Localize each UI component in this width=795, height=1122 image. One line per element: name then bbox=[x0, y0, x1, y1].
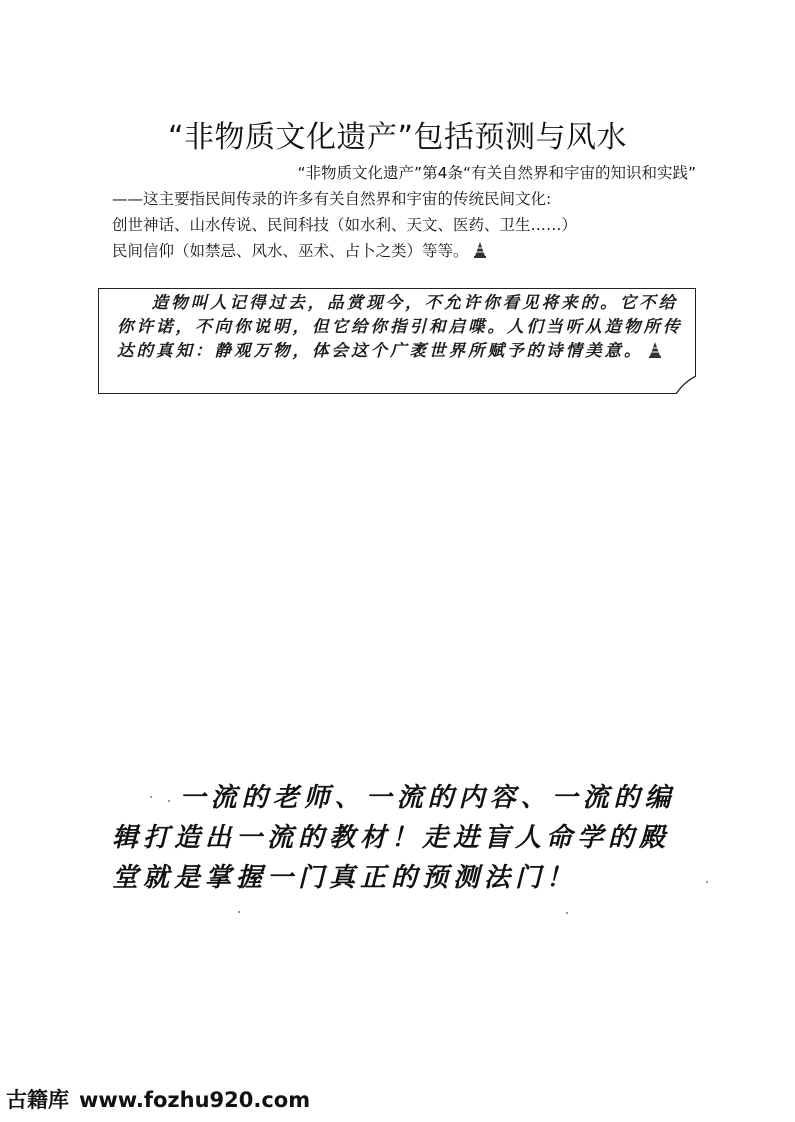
page-title: “非物质文化遗产”包括预测与风水 bbox=[167, 120, 628, 155]
slogan-text: 一流的老师、一流的内容、一流的编辑打造出一流的教材！走进盲人命学的殿堂就是掌握一门真正的预测法门！ bbox=[112, 783, 676, 893]
pagoda-icon bbox=[648, 342, 662, 358]
intro-line: 创世神话、山水传说、民间科技（如水利、天文、医药、卫生……） bbox=[112, 216, 578, 234]
intro-line-last bbox=[112, 238, 702, 264]
intro-line: ——这主要指民间传录的许多有关自然界和宇宙的传统民间文化: bbox=[112, 190, 552, 208]
quote-text bbox=[117, 291, 687, 363]
scan-speck bbox=[238, 911, 240, 913]
scan-speck bbox=[168, 800, 170, 802]
slogan bbox=[112, 778, 692, 898]
pagoda-icon bbox=[473, 242, 487, 258]
scan-speck bbox=[706, 881, 708, 883]
quote-body: 造物叫人记得过去，品赏现今，不允许你看见将来的。它不给你许诺，不向你说明，但它给你指引和启喋。人们当听从造物所传达的真知：静观万物，体会这个广袤世界所赋予的诗情美意。 bbox=[117, 293, 683, 360]
footer-brand: 古籍库 bbox=[6, 1088, 69, 1112]
intro-line: 民间信仰（如禁忌、风水、巫术、占卜之类）等等。 bbox=[112, 242, 469, 260]
intro-paragraph bbox=[112, 160, 702, 264]
intro-line: “非物质文化遗产”第4条“有关自然界和宇宙的知识和实践” bbox=[297, 164, 696, 182]
footer-url[interactable]: www.fozhu920.com bbox=[79, 1088, 311, 1112]
quote-box bbox=[98, 288, 696, 394]
scan-speck bbox=[566, 912, 568, 914]
page-curl-icon bbox=[676, 376, 696, 394]
footer-watermark bbox=[6, 1084, 310, 1114]
scan-speck bbox=[150, 796, 152, 798]
